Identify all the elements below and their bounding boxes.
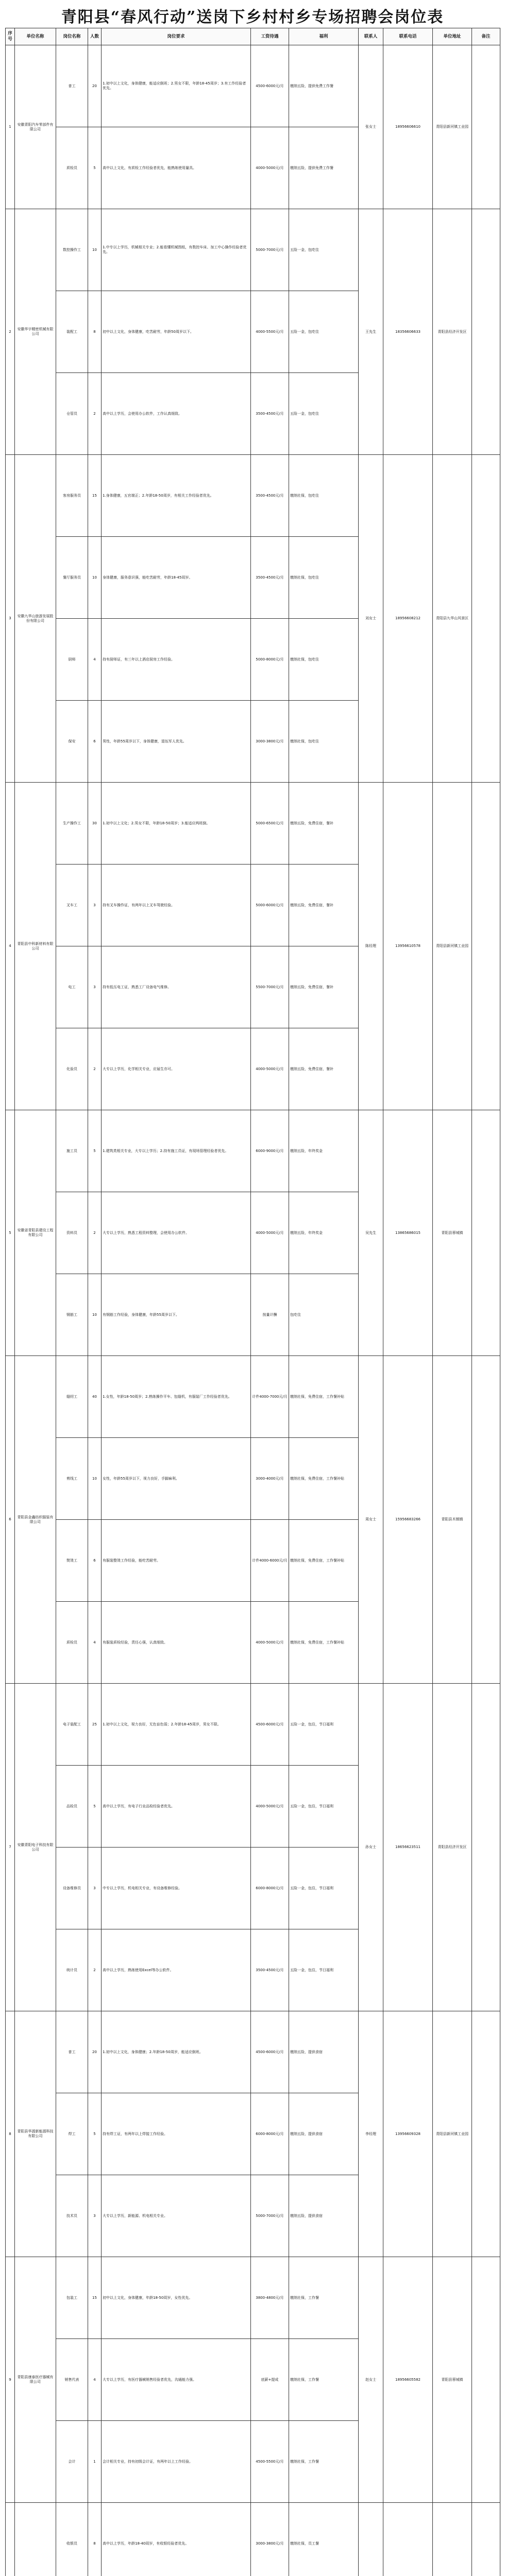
job-benefits: 缴纳社保，免费住宿，工作餐补贴 xyxy=(289,1602,359,1684)
job-headcount: 15 xyxy=(88,2257,102,2339)
table-row xyxy=(6,1110,500,1192)
contact-person: 王先生 xyxy=(359,209,383,455)
job-salary: 4500-6000元/月 xyxy=(251,2011,289,2093)
job-requirements: 持有叉车操作证，有两年以上叉车驾驶经验。 xyxy=(102,865,251,946)
job-requirements: 高中以上学历，有电子行业品检经验者优先。 xyxy=(102,1766,251,1848)
job-requirements: 持有低压电工证，熟悉工厂设备电气维修。 xyxy=(102,946,251,1028)
job-requirements: 1.女性，年龄18-50周岁；2.熟练操作平车、包缝机，有服装厂工作经验者优先。 xyxy=(102,1356,251,1438)
company-number: 8 xyxy=(6,2011,15,2257)
job-benefits: 缴纳五险，提供食宿 xyxy=(289,2011,359,2093)
contact-phone: 18956605582 xyxy=(383,2257,433,2503)
job-position: 数控操作工 xyxy=(56,209,88,291)
job-requirements: 高中以上学历，熟练使用Excel等办公软件。 xyxy=(102,1929,251,2011)
job-headcount: 10 xyxy=(88,537,102,619)
job-requirements: 大专以上学历，熟悉工程资料整理，会使用办公软件。 xyxy=(102,1192,251,1274)
remark xyxy=(472,1684,500,2011)
company-name: 青阳县金鑫纺织服装有限公司 xyxy=(15,1356,56,1684)
job-salary: 4000-5500元/月 xyxy=(251,291,289,373)
job-benefits: 缴纳社保，工作餐 xyxy=(289,2339,359,2421)
remark xyxy=(472,1110,500,1356)
job-headcount: 2 xyxy=(88,1028,102,1110)
job-benefits: 缴纳社保，工作餐 xyxy=(289,2257,359,2339)
company-name xyxy=(15,2503,56,2576)
remark xyxy=(472,783,500,1110)
job-headcount: 2 xyxy=(88,373,102,455)
contact-phone: 18956608212 xyxy=(383,455,433,783)
job-headcount: 40 xyxy=(88,1356,102,1438)
company-name: 安徽青阳电子科技有限公司 xyxy=(15,1684,56,2011)
contact-phone xyxy=(383,2503,433,2576)
remark xyxy=(472,2257,500,2503)
job-benefits: 包吃住 xyxy=(289,1274,359,1356)
table-header-row xyxy=(6,28,500,45)
job-benefits: 缴纳五险，提供食宿 xyxy=(289,2093,359,2175)
job-headcount: 6 xyxy=(88,701,102,783)
company-name: 青阳县康泰医疗器械有限公司 xyxy=(15,2257,56,2503)
job-benefits: 五险一金，包住，节日福利 xyxy=(289,1766,359,1848)
job-salary: 3000-3800元/月 xyxy=(251,2503,289,2576)
company-number: 1 xyxy=(6,45,15,209)
header-cell: 单位名称 xyxy=(15,28,56,45)
job-headcount: 25 xyxy=(88,1684,102,1766)
job-requirements: 1.初中以上文化，身体健康；2.年龄18-50周岁，能适应倒班。 xyxy=(102,2011,251,2093)
job-headcount: 4 xyxy=(88,619,102,701)
job-position: 质检员 xyxy=(56,1602,88,1684)
header-cell: 福利 xyxy=(289,28,359,45)
job-requirements: 持有焊工证，有两年以上焊接工作经验。 xyxy=(102,2093,251,2175)
job-position: 品检员 xyxy=(56,1766,88,1848)
job-requirements: 1.初中以上文化；2.男女不限，年龄18-50周岁；3.能适应两班倒。 xyxy=(102,783,251,865)
job-position: 叉车工 xyxy=(56,865,88,946)
contact-person: 吴先生 xyxy=(359,1110,383,1356)
job-benefits: 缴纳五险，年终奖金 xyxy=(289,1192,359,1274)
header-cell: 岗位名称 xyxy=(56,28,88,45)
job-headcount: 30 xyxy=(88,783,102,865)
company-address: 青阳县经济开发区 xyxy=(433,209,472,455)
contact-phone: 18656623511 xyxy=(383,1684,433,2011)
job-position: 保安 xyxy=(56,701,88,783)
job-salary: 6000-8000元/月 xyxy=(251,2093,289,2175)
job-benefits: 缴纳社保，员工餐 xyxy=(289,2503,359,2576)
job-headcount: 1 xyxy=(88,2421,102,2503)
job-salary: 计件4000-7000元/月 xyxy=(251,1356,289,1438)
job-benefits: 缴纳五险，提供食宿 xyxy=(289,2175,359,2257)
job-benefits: 五险一金，包吃住 xyxy=(289,373,359,455)
company-address: 青阳县新河镇工业园 xyxy=(433,783,472,1110)
contact-person: 李经理 xyxy=(359,2011,383,2257)
job-salary: 5000-6000元/月 xyxy=(251,865,289,946)
job-requirements: 中专以上学历，机电相关专业，有设备维修经验。 xyxy=(102,1848,251,1929)
job-position: 设备维修员 xyxy=(56,1848,88,1929)
job-position: 缝纫工 xyxy=(56,1356,88,1438)
job-requirements: 会计相关专业，持有初级会计证，有两年以上工作经验。 xyxy=(102,2421,251,2503)
company-address: 青阳县经济开发区 xyxy=(433,1684,472,2011)
company-address: 青阳县蓉城镇 xyxy=(433,1110,472,1356)
table-row xyxy=(6,2011,500,2093)
company-address: 青阳县新河镇工业园 xyxy=(433,45,472,209)
table-row xyxy=(6,455,500,537)
job-headcount: 6 xyxy=(88,1520,102,1602)
job-salary: 3000-3800元/月 xyxy=(251,701,289,783)
job-salary: 底薪+提成 xyxy=(251,2339,289,2421)
company-number xyxy=(6,2503,15,2576)
job-salary: 3500-4500元/月 xyxy=(251,455,289,537)
job-requirements: 持有厨师证，有三年以上酒店厨房工作经验。 xyxy=(102,619,251,701)
company-number: 7 xyxy=(6,1684,15,2011)
job-requirements: 初中以上文化，身体健康，吃苦耐劳，年龄50周岁以下。 xyxy=(102,291,251,373)
job-salary: 3800-4800元/月 xyxy=(251,2257,289,2339)
job-benefits: 五险一金，包住，节日福利 xyxy=(289,1684,359,1766)
job-salary: 6000-8000元/月 xyxy=(251,1848,289,1929)
company-address: 青阳县九华山风景区 xyxy=(433,455,472,783)
job-requirements: 初中以上文化，身体健康，年龄18-50周岁，女性优先。 xyxy=(102,2257,251,2339)
job-salary: 6000-9000元/月 xyxy=(251,1110,289,1192)
job-requirements: 有服装质检经验，责任心强，认真细致。 xyxy=(102,1602,251,1684)
contact-person: 张女士 xyxy=(359,45,383,209)
job-position: 资料员 xyxy=(56,1192,88,1274)
job-requirements: 女性，年龄55周岁以下，视力良好，手脚麻利。 xyxy=(102,1438,251,1520)
job-salary: 4000-5000元/月 xyxy=(251,1192,289,1274)
job-benefits: 缴纳社保，包吃住 xyxy=(289,701,359,783)
company-name: 安徽省青阳县建设工程有限公司 xyxy=(15,1110,56,1356)
company-address: 青阳县木镇镇 xyxy=(433,1356,472,1684)
table-row xyxy=(6,45,500,127)
job-benefits: 缴纳社保，包吃住 xyxy=(289,619,359,701)
job-benefits: 缴纳社保，免费住宿，工作餐补贴 xyxy=(289,1356,359,1438)
job-salary: 5000-7000元/月 xyxy=(251,2175,289,2257)
job-benefits: 五险一金，包住，节日福利 xyxy=(289,1848,359,1929)
job-headcount: 4 xyxy=(88,2339,102,2421)
job-salary: 5500-7000元/月 xyxy=(251,946,289,1028)
job-position: 电工 xyxy=(56,946,88,1028)
company-name: 安徽华宇精密机械有限公司 xyxy=(15,209,56,455)
remark xyxy=(472,2011,500,2257)
job-requirements: 1.中专以上学历，机械相关专业；2.能看懂机械图纸，有数控车床、加工中心操作经验者优先。 xyxy=(102,209,251,291)
contact-person xyxy=(359,2503,383,2576)
job-headcount: 4 xyxy=(88,1602,102,1684)
job-headcount: 3 xyxy=(88,865,102,946)
job-position: 技术员 xyxy=(56,2175,88,2257)
job-benefits: 缴纳社保，免费住宿，工作餐补贴 xyxy=(289,1520,359,1602)
job-position: 焊工 xyxy=(56,2093,88,2175)
company-number: 5 xyxy=(6,1110,15,1356)
job-position: 客房服务员 xyxy=(56,455,88,537)
job-headcount: 5 xyxy=(88,127,102,209)
company-number: 3 xyxy=(6,455,15,783)
job-requirements: 高中以上文化，有质检工作经验者优先，能熟练使用量具。 xyxy=(102,127,251,209)
contact-phone: 13956609328 xyxy=(383,2011,433,2257)
remark xyxy=(472,1356,500,1684)
job-position: 熨烫工 xyxy=(56,1520,88,1602)
job-requirements: 1.初中以上文化，身体健康，能适应倒班；2.男女不限，年龄18-45周岁；3.有工作经验者优先。 xyxy=(102,45,251,127)
job-benefits: 缴纳五险，提供免费工作餐 xyxy=(289,127,359,209)
job-benefits: 缴纳社保，包吃住 xyxy=(289,455,359,537)
job-salary: 3500-4500元/月 xyxy=(251,373,289,455)
job-position: 厨师 xyxy=(56,619,88,701)
job-position: 化验员 xyxy=(56,1028,88,1110)
company-name: 青阳县中科新材料有限公司 xyxy=(15,783,56,1110)
table-row xyxy=(6,1356,500,1438)
job-salary: 3500-4500元/月 xyxy=(251,537,289,619)
job-position: 装配工 xyxy=(56,291,88,373)
job-salary: 3500-4500元/月 xyxy=(251,1929,289,2011)
job-salary: 按量计酬 xyxy=(251,1274,289,1356)
job-requirements: 1.初中以上文化，视力良好，无色盲色弱；2.年龄18-45周岁，男女不限。 xyxy=(102,1684,251,1766)
job-benefits: 五险一金，包吃住 xyxy=(289,291,359,373)
job-salary: 5000-6500元/月 xyxy=(251,783,289,865)
remark xyxy=(472,455,500,783)
job-salary: 4000-5000元/月 xyxy=(251,1766,289,1848)
job-requirements: 大专以上学历，新能源、机电相关专业。 xyxy=(102,2175,251,2257)
header-cell: 岗位要求 xyxy=(102,28,251,45)
job-requirements: 有钢筋工作经验，身体健康，年龄55周岁以下。 xyxy=(102,1274,251,1356)
contact-person: 周女士 xyxy=(359,1356,383,1684)
job-position: 包装工 xyxy=(56,2257,88,2339)
job-salary: 5000-8000元/月 xyxy=(251,619,289,701)
job-benefits: 缴纳五险，提供免费工作餐 xyxy=(289,45,359,127)
job-requirements: 1.身体健康，五官端正；2.年龄18-50周岁，有相关工作经验者优先。 xyxy=(102,455,251,537)
job-requirements: 大专以上学历，有医疗器械销售经验者优先，沟通能力强。 xyxy=(102,2339,251,2421)
header-cell: 人数 xyxy=(88,28,102,45)
table-row xyxy=(6,2257,500,2339)
job-position: 餐厅服务员 xyxy=(56,537,88,619)
job-headcount: 5 xyxy=(88,1110,102,1192)
job-position: 质检员 xyxy=(56,127,88,209)
job-headcount: 10 xyxy=(88,1438,102,1520)
job-position: 钢筋工 xyxy=(56,1274,88,1356)
job-position: 销售代表 xyxy=(56,2339,88,2421)
job-position: 收银员 xyxy=(56,2503,88,2576)
contact-phone: 13865686015 xyxy=(383,1110,433,1356)
job-requirements: 高中以上学历，会使用办公软件，工作认真细致。 xyxy=(102,373,251,455)
job-benefits: 五险一金，包住，节日福利 xyxy=(289,1929,359,2011)
job-requirements: 高中以上学历，年龄18-40周岁，有收银经验者优先。 xyxy=(102,2503,251,2576)
company-name: 青阳县华源新能源科技有限公司 xyxy=(15,2011,56,2257)
header-cell: 单位地址 xyxy=(433,28,472,45)
job-requirements: 有服装整烫工作经验，能吃苦耐劳。 xyxy=(102,1520,251,1602)
job-headcount: 2 xyxy=(88,1929,102,2011)
contact-person: 刘女士 xyxy=(359,455,383,783)
job-headcount: 3 xyxy=(88,1848,102,1929)
header-cell: 联系电话 xyxy=(383,28,433,45)
remark xyxy=(472,209,500,455)
company-address xyxy=(433,2503,472,2576)
job-headcount: 20 xyxy=(88,2011,102,2093)
header-cell: 工资待遇 xyxy=(251,28,289,45)
contact-phone: 13956610578 xyxy=(383,783,433,1110)
header-cell: 联系人 xyxy=(359,28,383,45)
job-position: 生产操作工 xyxy=(56,783,88,865)
job-requirements: 身体健康，服务意识强，能吃苦耐劳，年龄18-45周岁。 xyxy=(102,537,251,619)
job-headcount: 10 xyxy=(88,1274,102,1356)
job-position: 统计员 xyxy=(56,1929,88,2011)
header-cell: 备注 xyxy=(472,28,500,45)
job-benefits: 缴纳五险，免费住宿，餐补 xyxy=(289,946,359,1028)
table-body xyxy=(6,45,500,2576)
job-headcount: 10 xyxy=(88,209,102,291)
job-headcount: 2 xyxy=(88,1192,102,1274)
job-requirements: 1.建筑类相关专业，大专以上学历；2.持有施工员证，有现场管理经验者优先。 xyxy=(102,1110,251,1192)
job-benefits: 缴纳五险，免费住宿，餐补 xyxy=(289,865,359,946)
job-headcount: 8 xyxy=(88,2503,102,2576)
job-benefits: 缴纳社保，免费住宿，工作餐补贴 xyxy=(289,1438,359,1520)
job-benefits: 五险一金，包吃住 xyxy=(289,209,359,291)
job-requirements: 男性，年龄55周岁以下，身体健康，退伍军人优先。 xyxy=(102,701,251,783)
job-salary: 4500-6000元/月 xyxy=(251,1684,289,1766)
job-benefits: 缴纳五险，年终奖金 xyxy=(289,1110,359,1192)
table-row xyxy=(6,209,500,291)
contact-phone: 18356606633 xyxy=(383,209,433,455)
job-headcount: 3 xyxy=(88,2175,102,2257)
company-address: 青阳县蓉城镇 xyxy=(433,2257,472,2503)
job-headcount: 8 xyxy=(88,291,102,373)
job-position: 剪线工 xyxy=(56,1438,88,1520)
job-requirements: 大专以上学历，化学相关专业，应届生亦可。 xyxy=(102,1028,251,1110)
contact-phone: 15956683266 xyxy=(383,1356,433,1684)
job-salary: 5000-7000元/月 xyxy=(251,209,289,291)
company-number: 9 xyxy=(6,2257,15,2503)
job-benefits: 缴纳社保，包吃住 xyxy=(289,537,359,619)
job-position: 会计 xyxy=(56,2421,88,2503)
job-headcount: 5 xyxy=(88,2093,102,2175)
job-position: 施工员 xyxy=(56,1110,88,1192)
job-headcount: 20 xyxy=(88,45,102,127)
job-position: 普工 xyxy=(56,45,88,127)
job-position: 仓管员 xyxy=(56,373,88,455)
company-name: 安徽青阳汽车零部件有限公司 xyxy=(15,45,56,209)
header-cell: 序号 xyxy=(6,28,15,45)
job-headcount: 5 xyxy=(88,1766,102,1848)
contact-person: 陈经理 xyxy=(359,783,383,1110)
job-benefits: 缴纳五险，免费住宿，餐补 xyxy=(289,783,359,865)
job-headcount: 15 xyxy=(88,455,102,537)
job-salary: 4500-6000元/月 xyxy=(251,45,289,127)
company-address: 青阳县新河镇工业园 xyxy=(433,2011,472,2257)
table-row xyxy=(6,2503,500,2576)
remark xyxy=(472,2503,500,2576)
company-number: 6 xyxy=(6,1356,15,1684)
job-benefits: 缴纳社保，工作餐 xyxy=(289,2421,359,2503)
contact-person: 赵女士 xyxy=(359,2257,383,2503)
table-row xyxy=(6,1684,500,1766)
job-position: 普工 xyxy=(56,2011,88,2093)
job-table xyxy=(5,28,500,2576)
job-salary: 3000-4000元/月 xyxy=(251,1438,289,1520)
job-salary: 4500-5500元/月 xyxy=(251,2421,289,2503)
job-salary: 4000-5000元/月 xyxy=(251,1028,289,1110)
contact-phone: 18956606610 xyxy=(383,45,433,209)
company-number: 2 xyxy=(6,209,15,455)
job-benefits: 缴纳五险，免费住宿，餐补 xyxy=(289,1028,359,1110)
job-salary: 4000-5000元/月 xyxy=(251,127,289,209)
job-salary: 计件4000-6000元/月 xyxy=(251,1520,289,1602)
company-number: 4 xyxy=(6,783,15,1110)
contact-person: 孙女士 xyxy=(359,1684,383,2011)
table-row xyxy=(6,783,500,865)
remark xyxy=(472,45,500,209)
job-headcount: 3 xyxy=(88,946,102,1028)
page-title: 青阳县“春风行动”送岗下乡村村乡专场招聘会岗位表 xyxy=(61,8,444,26)
job-salary: 4000-5000元/月 xyxy=(251,1602,289,1684)
job-position: 电子装配工 xyxy=(56,1684,88,1766)
company-name: 安徽九华山旅游发展股份有限公司 xyxy=(15,455,56,783)
